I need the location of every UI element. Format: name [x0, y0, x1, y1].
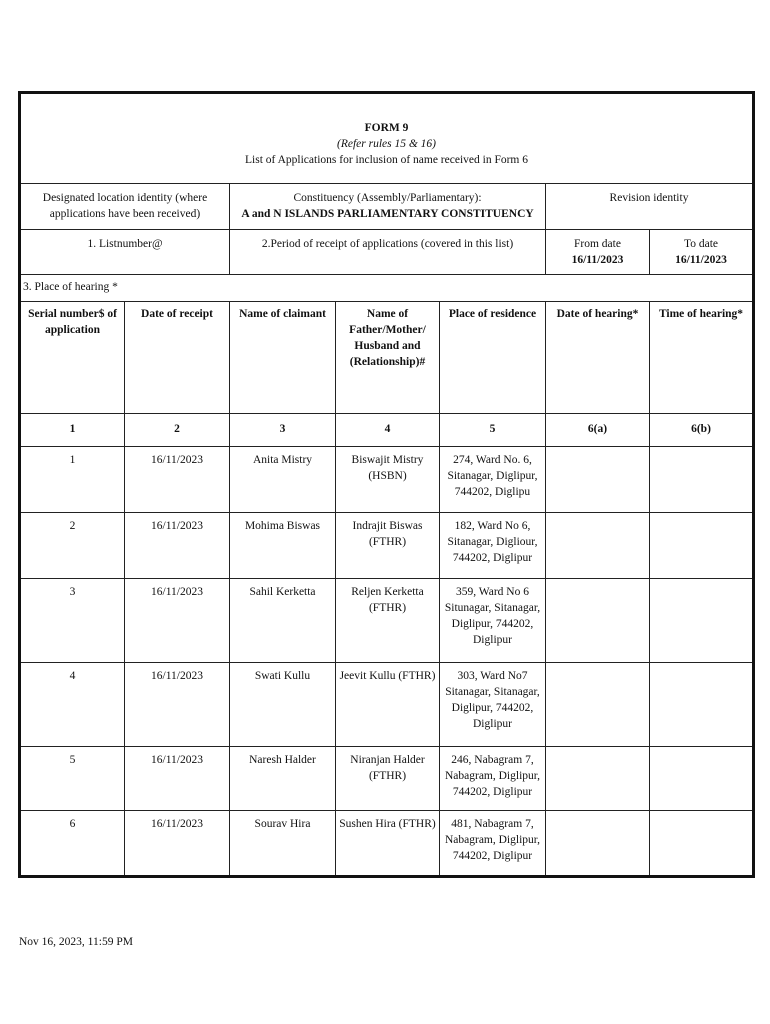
hearing-date-cell — [546, 663, 650, 747]
location-label: Designated location identity (where applications have been received) — [20, 184, 230, 230]
hearing-date-cell — [546, 811, 650, 877]
hearing-place-row — [20, 275, 754, 302]
relation-cell: Reljen Kerketta (FTHR) — [336, 579, 440, 663]
header-date-receipt: Date of receipt — [125, 302, 230, 414]
header-hearing-date: Date of hearing* — [546, 302, 650, 414]
header-serial: Serial number$ of application — [20, 302, 125, 414]
claimant-cell: Anita Mistry — [230, 447, 336, 513]
relation-cell: Niranjan Halder (FTHR) — [336, 747, 440, 811]
residence-cell: 246, Nabagram 7, Nabagram, Diglipur, 744202, Diglipur — [440, 747, 546, 811]
date-cell: 16/11/2023 — [125, 747, 230, 811]
column-header-row — [20, 302, 754, 414]
form-title-block — [20, 93, 754, 184]
residence-cell: 359, Ward No 6 Situnagar, Sitanagar, Diglipur, 744202, Diglipur — [440, 579, 546, 663]
claimant-cell: Swati Kullu — [230, 663, 336, 747]
table-row — [20, 513, 754, 579]
header-residence: Place of residence — [440, 302, 546, 414]
serial-cell: 3 — [20, 579, 125, 663]
hearing-time-cell — [650, 447, 754, 513]
column-number: 2 — [125, 414, 230, 447]
footer-timestamp: Nov 16, 2023, 11:59 PM — [19, 936, 133, 948]
hearing-time-cell — [650, 579, 754, 663]
claimant-cell: Sahil Kerketta — [230, 579, 336, 663]
serial-cell: 2 — [20, 513, 125, 579]
constituency-value: A and N ISLANDS PARLIAMENTARY CONSTITUENCY — [241, 208, 534, 220]
table-row — [20, 447, 754, 513]
table-row — [20, 811, 754, 877]
claimant-cell: Sourav Hira — [230, 811, 336, 877]
period-label: 2.Period of receipt of applications (covered in this list) — [230, 230, 546, 275]
revision-label: Revision identity — [546, 184, 754, 230]
header-relation: Name of Father/Mother/ Husband and (Relationship)# — [336, 302, 440, 414]
from-date-value: 16/11/2023 — [571, 254, 624, 266]
form-description: List of Applications for inclusion of name received in Form 6 — [245, 154, 528, 166]
form9-table — [18, 91, 755, 878]
from-date-cell — [546, 230, 650, 275]
serial-cell: 4 — [20, 663, 125, 747]
residence-cell: 303, Ward No7 Sitanagar, Sitanagar, Diglipur, 744202, Diglipur — [440, 663, 546, 747]
hearing-date-cell — [546, 447, 650, 513]
column-number: 6(a) — [546, 414, 650, 447]
column-number: 6(b) — [650, 414, 754, 447]
date-cell: 16/11/2023 — [125, 513, 230, 579]
hearing-place-label: 3. Place of hearing * — [20, 275, 754, 302]
serial-cell: 1 — [20, 447, 125, 513]
from-date-label: From date — [574, 238, 621, 250]
header-hearing-time: Time of hearing* — [650, 302, 754, 414]
column-number: 4 — [336, 414, 440, 447]
hearing-time-cell — [650, 747, 754, 811]
date-cell: 16/11/2023 — [125, 447, 230, 513]
serial-cell: 6 — [20, 811, 125, 877]
to-date-cell — [650, 230, 754, 275]
header-claimant: Name of claimant — [230, 302, 336, 414]
to-date-value: 16/11/2023 — [675, 254, 727, 266]
column-number: 1 — [20, 414, 125, 447]
form-subtitle: (Refer rules 15 & 16) — [337, 138, 437, 150]
date-cell: 16/11/2023 — [125, 811, 230, 877]
info-row — [20, 184, 754, 230]
serial-cell: 5 — [20, 747, 125, 811]
hearing-date-cell — [546, 513, 650, 579]
claimant-cell: Naresh Halder — [230, 747, 336, 811]
residence-cell: 182, Ward No 6, Sitanagar, Digliour, 744202, Diglipur — [440, 513, 546, 579]
form-title: FORM 9 — [364, 122, 409, 134]
relation-cell: Jeevit Kullu (FTHR) — [336, 663, 440, 747]
list-number-label: 1. Listnumber@ — [20, 230, 230, 275]
table-row — [20, 663, 754, 747]
table-row — [20, 747, 754, 811]
constituency-cell — [230, 184, 546, 230]
hearing-time-cell — [650, 663, 754, 747]
date-cell: 16/11/2023 — [125, 579, 230, 663]
column-number: 3 — [230, 414, 336, 447]
claimant-cell: Mohima Biswas — [230, 513, 336, 579]
residence-cell: 274, Ward No. 6, Sitanagar, Diglipur, 744202, Diglipu — [440, 447, 546, 513]
date-cell: 16/11/2023 — [125, 663, 230, 747]
to-date-label: To date — [684, 238, 719, 250]
hearing-time-cell — [650, 513, 754, 579]
column-number: 5 — [440, 414, 546, 447]
relation-cell: Biswajit Mistry (HSBN) — [336, 447, 440, 513]
constituency-label: Constituency (Assembly/Parliamentary): — [293, 192, 482, 204]
list-row — [20, 230, 754, 275]
relation-cell: Sushen Hira (FTHR) — [336, 811, 440, 877]
relation-cell: Indrajit Biswas (FTHR) — [336, 513, 440, 579]
table-row — [20, 579, 754, 663]
hearing-time-cell — [650, 811, 754, 877]
hearing-date-cell — [546, 579, 650, 663]
residence-cell: 481, Nabagram 7, Nabagram, Diglipur, 744202, Diglipur — [440, 811, 546, 877]
hearing-date-cell — [546, 747, 650, 811]
column-number-row — [20, 414, 754, 447]
title-row — [20, 93, 754, 184]
